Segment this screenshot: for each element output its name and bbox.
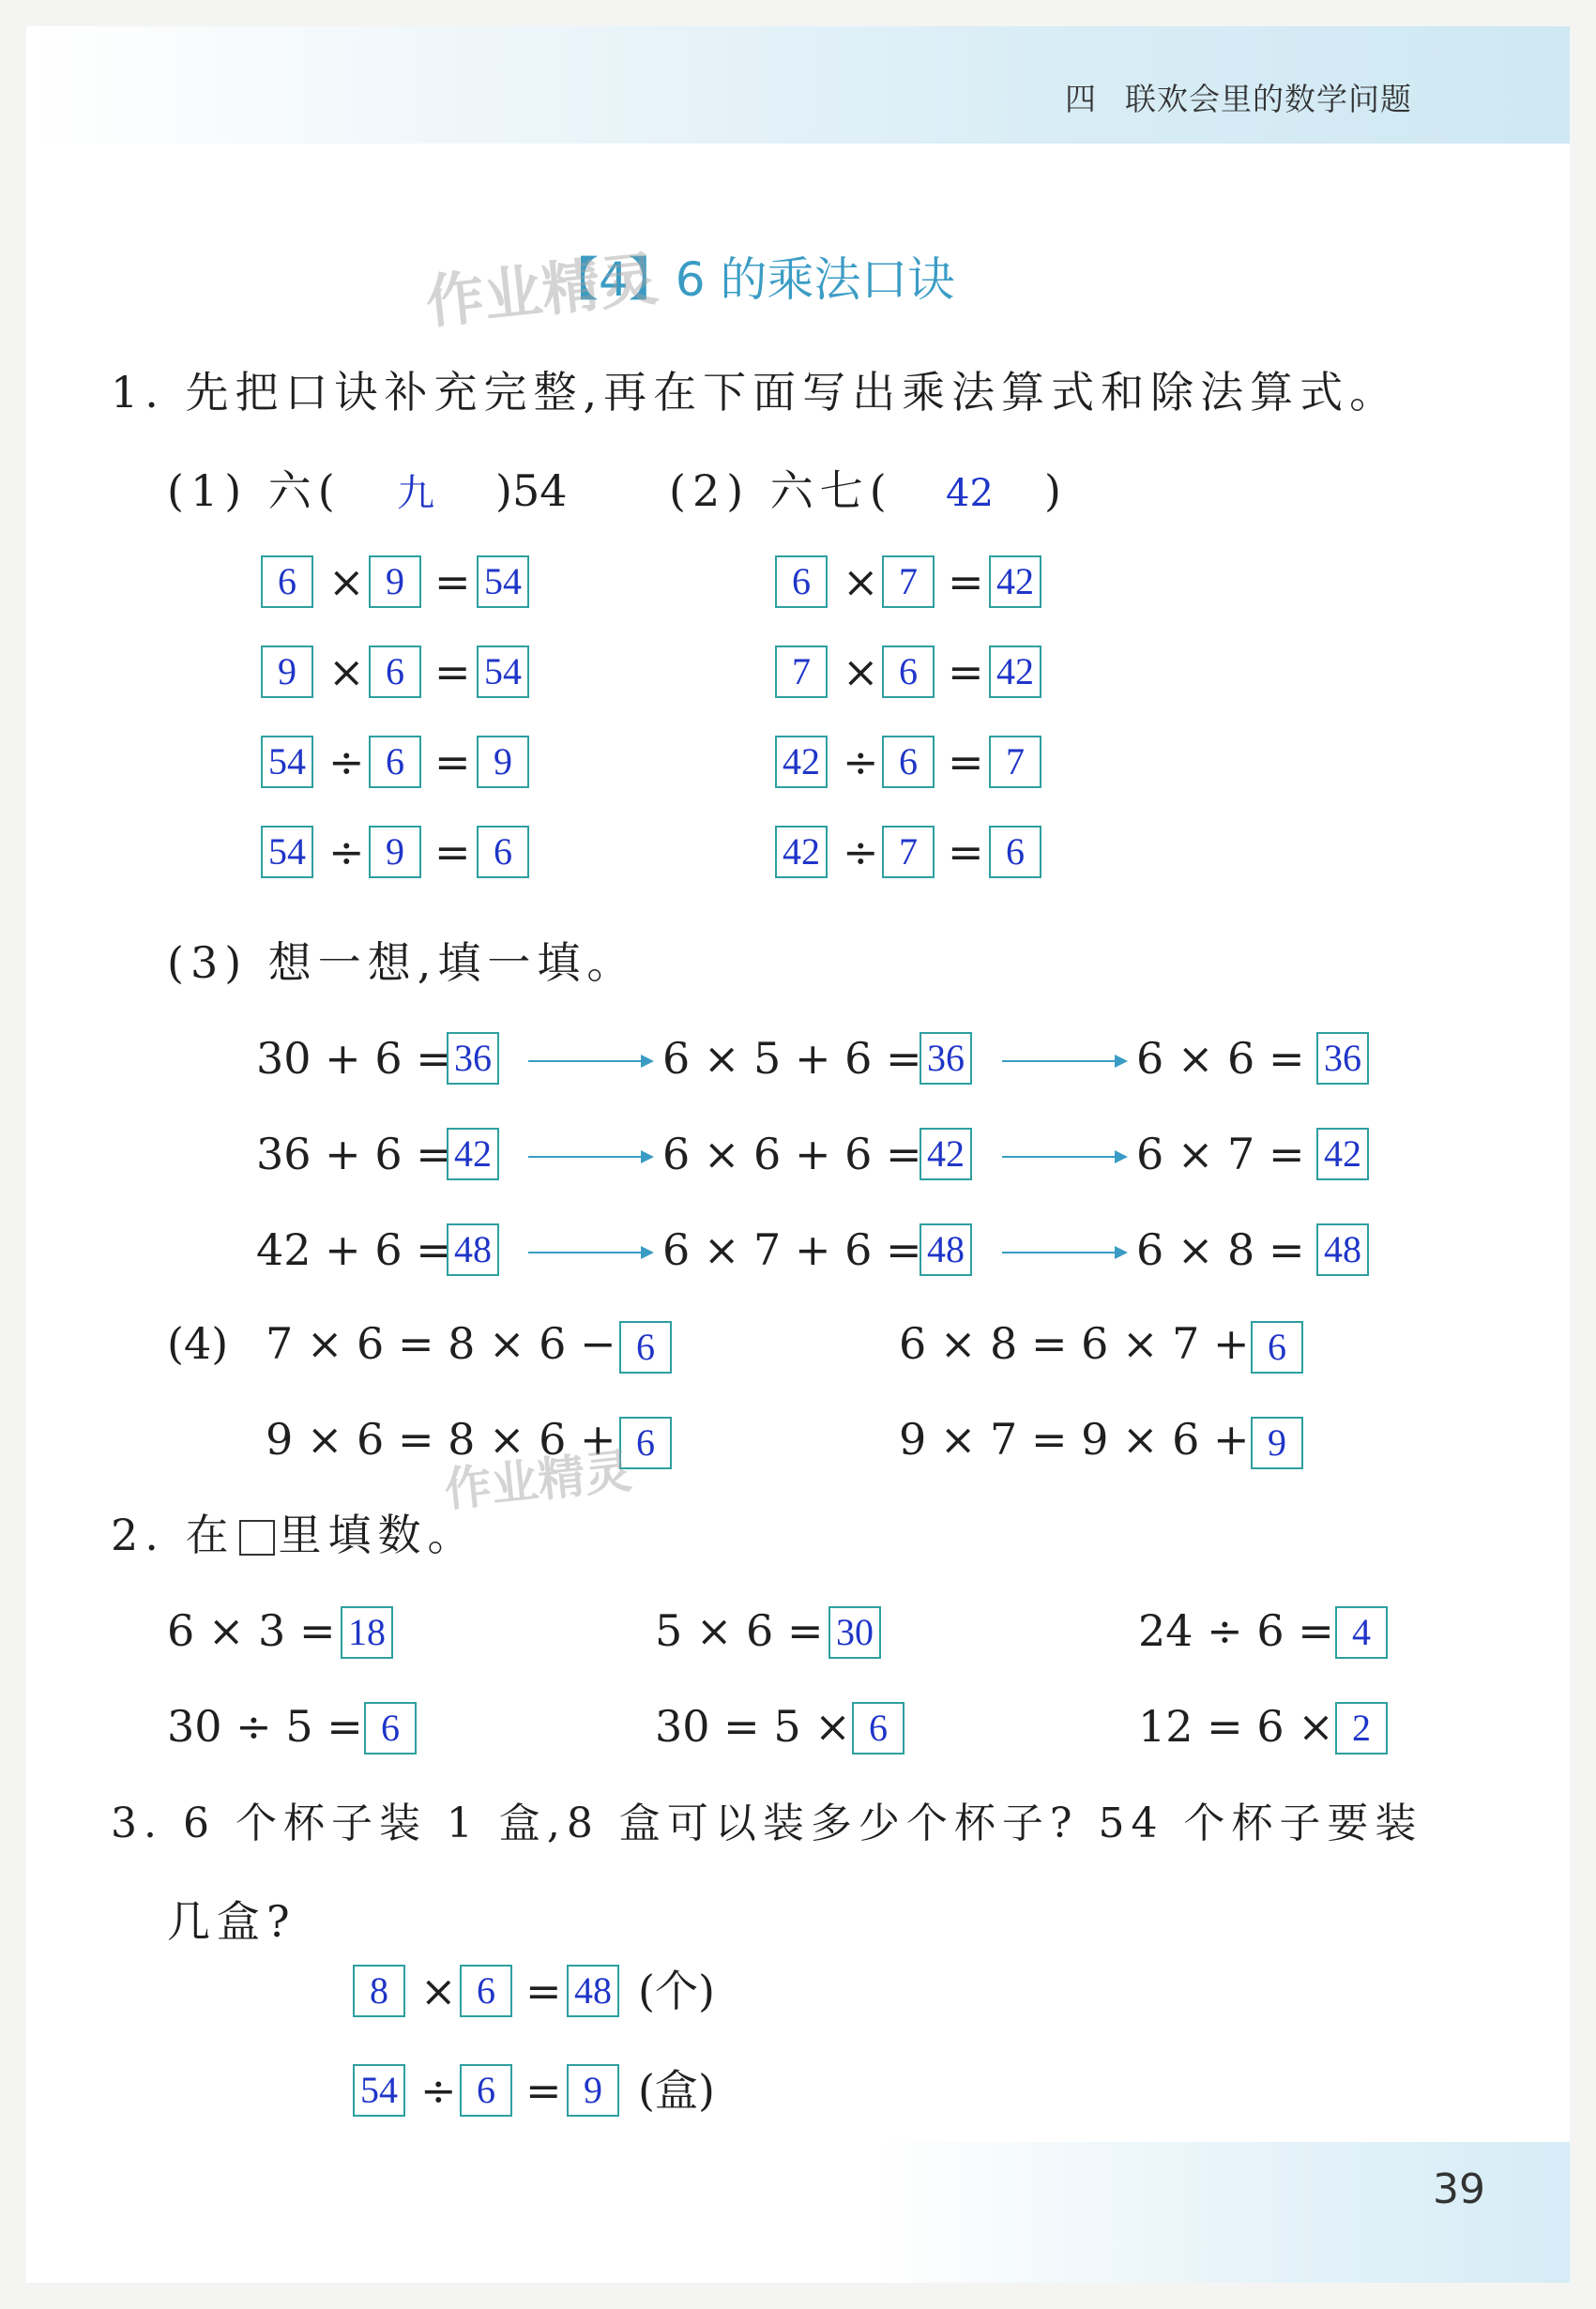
- answer-box[interactable]: 36: [447, 1032, 499, 1085]
- q1-p3-label: (3) 想一想,填一填。: [167, 937, 637, 988]
- operator: ÷: [843, 737, 879, 787]
- answer-box[interactable]: 7: [882, 555, 935, 608]
- answer-box[interactable]: 36: [920, 1032, 972, 1085]
- answer-box[interactable]: 54: [477, 646, 529, 698]
- equals-sign: =: [434, 827, 471, 877]
- answer-box[interactable]: 6: [477, 826, 529, 878]
- answer-box[interactable]: 48: [1316, 1223, 1369, 1276]
- operator: ×: [328, 646, 365, 697]
- answer-box[interactable]: 54: [477, 555, 529, 608]
- answer-box[interactable]: 6: [460, 2064, 512, 2117]
- q1-p1-suffix: )54: [495, 465, 568, 516]
- answer-box[interactable]: 4: [1335, 1606, 1388, 1659]
- expression: 6 × 6 =: [1136, 1033, 1305, 1084]
- unit-label: (盒): [638, 2065, 715, 2116]
- right-arrow-icon: [1002, 1252, 1124, 1253]
- answer-box[interactable]: 42: [920, 1128, 972, 1180]
- expression: 6 × 6 + 6 =: [662, 1129, 922, 1179]
- equals-sign: =: [948, 827, 984, 877]
- answer-box[interactable]: 42: [775, 736, 828, 788]
- answer-box[interactable]: 42: [447, 1128, 499, 1180]
- expression: 24 ÷ 6 =: [1138, 1605, 1334, 1656]
- equals-sign: =: [948, 646, 984, 697]
- unit-number: 四: [1065, 81, 1097, 117]
- answer-box[interactable]: 6: [619, 1321, 672, 1374]
- expression: 30 = 5 ×: [655, 1701, 851, 1752]
- workbook-page: [26, 26, 1570, 2283]
- answer-box[interactable]: 6: [364, 1702, 417, 1755]
- answer-box[interactable]: 6: [775, 555, 828, 608]
- operator: ×: [843, 556, 879, 607]
- q3-line1: 3. 6 个杯子装 1 盒,8 盒可以装多少个杯子? 54 个杯子要装: [111, 1800, 1423, 1847]
- answer-box[interactable]: 7: [775, 646, 828, 698]
- equals-sign: =: [948, 556, 984, 607]
- right-arrow-icon: [528, 1060, 650, 1062]
- q1-p2-label: (2) 六七(: [669, 465, 893, 516]
- right-arrow-icon: [1002, 1156, 1124, 1158]
- answer-box[interactable]: 7: [989, 736, 1041, 788]
- right-arrow-icon: [1002, 1060, 1124, 1062]
- answer-box[interactable]: 36: [1316, 1032, 1369, 1085]
- answer-box[interactable]: 54: [353, 2064, 405, 2117]
- answer-box[interactable]: 48: [920, 1223, 972, 1276]
- answer-box[interactable]: 9: [477, 736, 529, 788]
- operator: ÷: [843, 827, 879, 877]
- answer-box[interactable]: 54: [261, 736, 313, 788]
- equals-sign: =: [525, 1966, 562, 2016]
- expression: 9 × 7 = 9 × 6 +: [899, 1414, 1250, 1465]
- lesson-title: 【4】6 的乘法口诀: [552, 252, 955, 307]
- expression: 36 + 6 =: [256, 1129, 452, 1179]
- right-arrow-icon: [528, 1156, 650, 1158]
- operator: ×: [420, 1966, 457, 2016]
- q1-p4-label: (4): [167, 1318, 229, 1369]
- answer-box[interactable]: 6: [882, 736, 935, 788]
- answer-box[interactable]: 54: [261, 826, 313, 878]
- q1-p1-label: (1) 六(: [167, 465, 342, 516]
- answer-box[interactable]: 6: [369, 736, 421, 788]
- answer-box[interactable]: 6: [852, 1702, 904, 1755]
- answer-box[interactable]: 6: [1251, 1321, 1303, 1374]
- q1-p1-answer: 九: [397, 472, 434, 515]
- answer-box[interactable]: 6: [882, 646, 935, 698]
- q1-prompt: 1. 先把口诀补充完整,再在下面写出乘法算式和除法算式。: [111, 367, 1400, 418]
- expression: 30 + 6 =: [256, 1033, 452, 1084]
- answer-box[interactable]: 30: [828, 1606, 881, 1659]
- q1-p2-answer: 42: [946, 472, 994, 515]
- empty-box-icon: [239, 1520, 275, 1556]
- answer-box[interactable]: 18: [341, 1606, 393, 1659]
- answer-box[interactable]: 8: [353, 1965, 405, 2017]
- answer-box[interactable]: 9: [369, 826, 421, 878]
- expression: 6 × 8 = 6 × 7 +: [899, 1318, 1250, 1369]
- expression: 30 ÷ 5 =: [167, 1701, 363, 1752]
- page-number: 39: [1433, 2165, 1485, 2213]
- q1-p2-suffix: ): [1044, 465, 1061, 516]
- expression: 5 × 6 =: [655, 1605, 824, 1656]
- answer-box[interactable]: 9: [369, 555, 421, 608]
- answer-box[interactable]: 6: [369, 646, 421, 698]
- operator: ÷: [420, 2065, 457, 2116]
- expression: 6 × 7 =: [1136, 1129, 1305, 1179]
- answer-box[interactable]: 42: [1316, 1128, 1369, 1180]
- equals-sign: =: [434, 646, 471, 697]
- watermark: 作业精灵: [422, 244, 661, 337]
- equals-sign: =: [948, 737, 984, 787]
- answer-box[interactable]: 42: [989, 646, 1041, 698]
- answer-box[interactable]: 42: [989, 555, 1041, 608]
- answer-box[interactable]: 9: [1251, 1417, 1303, 1469]
- operator: ×: [843, 646, 879, 697]
- equals-sign: =: [434, 737, 471, 787]
- answer-box[interactable]: 6: [261, 555, 313, 608]
- answer-box[interactable]: 9: [567, 2064, 619, 2117]
- answer-box[interactable]: 9: [261, 646, 313, 698]
- answer-box[interactable]: 6: [460, 1965, 512, 2017]
- watermark: 作业精灵: [441, 1443, 634, 1518]
- answer-box[interactable]: 48: [567, 1965, 619, 2017]
- answer-box[interactable]: 42: [775, 826, 828, 878]
- answer-box[interactable]: 2: [1335, 1702, 1388, 1755]
- equals-sign: =: [434, 556, 471, 607]
- expression: 7 × 6 = 8 × 6 −: [266, 1318, 616, 1369]
- expression: 6 × 7 + 6 =: [662, 1224, 922, 1275]
- expression: 12 = 6 ×: [1138, 1701, 1334, 1752]
- unit-header: [1065, 75, 1412, 119]
- operator: ÷: [328, 827, 365, 877]
- expression: 9 × 6 = 8 × 6 +: [266, 1414, 616, 1465]
- expression: 6 × 3 =: [167, 1605, 336, 1656]
- expression: 42 + 6 =: [256, 1224, 452, 1275]
- q2-prompt: 2. 在 里填数。: [111, 1510, 478, 1560]
- footer-band: [26, 2142, 1570, 2283]
- unit-label: (个): [638, 1966, 715, 2016]
- equals-sign: =: [525, 2065, 562, 2116]
- expression: 6 × 8 =: [1136, 1224, 1305, 1275]
- answer-box[interactable]: 6: [989, 826, 1041, 878]
- operator: ×: [328, 556, 365, 607]
- answer-box[interactable]: 48: [447, 1223, 499, 1276]
- unit-title: 联欢会里的数学问题: [1125, 81, 1412, 117]
- answer-box[interactable]: 7: [882, 826, 935, 878]
- expression: 6 × 5 + 6 =: [662, 1033, 922, 1084]
- answer-box[interactable]: 6: [619, 1417, 672, 1469]
- right-arrow-icon: [528, 1252, 650, 1253]
- operator: ÷: [328, 737, 365, 787]
- q3-line2: 几盒?: [167, 1896, 296, 1947]
